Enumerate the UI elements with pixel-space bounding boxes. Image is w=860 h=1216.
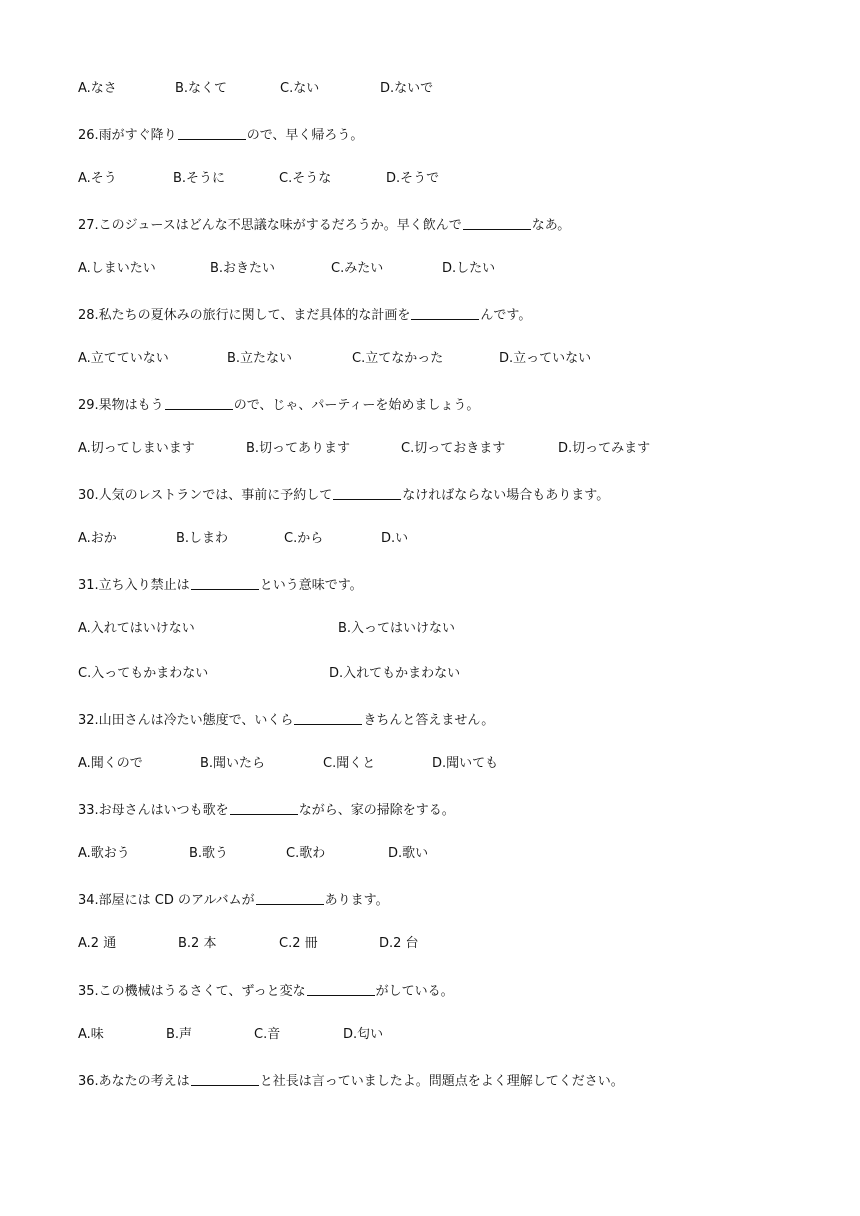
question-text-tail: なければならない場合もあります。 xyxy=(402,488,610,503)
question-row xyxy=(78,709,820,729)
option: C.そうな xyxy=(279,171,332,186)
options-row xyxy=(78,664,820,684)
option: C.音 xyxy=(254,1027,281,1042)
option: B.切ってあります xyxy=(246,441,351,456)
question-row xyxy=(78,1070,820,1090)
answer-blank xyxy=(178,124,246,140)
option: C.切っておきます xyxy=(401,441,506,456)
question-text: 35.この機械はうるさくて、ずっと変な xyxy=(78,984,306,999)
option: C.から xyxy=(284,531,324,546)
answer-blank xyxy=(191,1070,259,1086)
answer-blank xyxy=(411,304,479,320)
answer-blank xyxy=(307,980,375,996)
option: D.ないで xyxy=(380,81,434,96)
option: D.い xyxy=(381,531,409,546)
question-row xyxy=(78,484,820,504)
option: D.匂い xyxy=(343,1027,384,1042)
option: C.みたい xyxy=(331,261,384,276)
option: B.そうに xyxy=(173,171,226,186)
option: C.聞くと xyxy=(323,756,376,771)
question-text: 30.人気のレストランでは、事前に予約して xyxy=(78,488,333,503)
option: A.歌おう xyxy=(78,846,130,861)
question-text-tail: んです。 xyxy=(480,308,532,323)
question-row xyxy=(78,214,820,234)
options-row xyxy=(78,259,820,279)
answer-blank xyxy=(191,574,259,590)
question-text-tail: ので、早く帰ろう。 xyxy=(246,128,364,143)
question-row xyxy=(78,799,820,819)
option: C.2 冊 xyxy=(279,936,318,951)
option: C.ない xyxy=(280,81,320,96)
option: A.しまいたい xyxy=(78,261,156,276)
question-text: 28.私たちの夏休みの旅行に関して、まだ具体的な計画を xyxy=(78,308,411,323)
option: A.聞くので xyxy=(78,756,143,771)
question-row xyxy=(78,124,820,144)
option: B.立たない xyxy=(227,351,293,366)
question-text-tail: きちんと答えません。 xyxy=(363,713,495,728)
options-row xyxy=(78,754,820,774)
question-text: 32.山田さんは冷たい態度で、いくら xyxy=(78,713,294,728)
question-text: 27.このジュースはどんな不思議な味がするだろうか。早く飲んで xyxy=(78,218,462,233)
option: D.2 台 xyxy=(379,936,419,951)
options-row xyxy=(78,934,820,954)
option: D.切ってみます xyxy=(558,441,651,456)
question-text: 31.立ち入り禁止は xyxy=(78,578,190,593)
question-text-tail: と社長は言っていましたよ。問題点をよく理解してください。 xyxy=(259,1074,624,1089)
option: B.なくて xyxy=(175,81,228,96)
option: A.なさ xyxy=(78,81,117,96)
option: B.しまわ xyxy=(176,531,229,546)
option: D.そうで xyxy=(386,171,440,186)
option: B.おきたい xyxy=(210,261,276,276)
option: A.2 通 xyxy=(78,936,117,951)
option: A.味 xyxy=(78,1027,104,1042)
option: B.声 xyxy=(166,1027,193,1042)
question-text: 36.あなたの考えは xyxy=(78,1074,190,1089)
options-row xyxy=(78,529,820,549)
question-text-tail: ので、じゃ、パーティーを始めましょう。 xyxy=(233,398,480,413)
answer-blank xyxy=(333,484,401,500)
question-text-tail: がしている。 xyxy=(375,984,454,999)
option: A.おか xyxy=(78,531,117,546)
question-text-tail: あります。 xyxy=(324,893,389,908)
question-text-tail: ながら、家の掃除をする。 xyxy=(298,803,455,818)
question-text: 33.お母さんはいつも歌を xyxy=(78,803,229,818)
option: D.したい xyxy=(442,261,496,276)
options-row xyxy=(78,844,820,864)
options-row xyxy=(78,349,820,369)
question-row xyxy=(78,889,820,909)
option: B.2 本 xyxy=(178,936,217,951)
question-text: 29.果物はもう xyxy=(78,398,164,413)
option: A.入れてはいけない xyxy=(78,621,195,636)
option: C.歌わ xyxy=(286,846,326,861)
question-text-tail: なあ。 xyxy=(531,218,571,233)
options-row xyxy=(78,79,820,99)
question-text-tail: という意味です。 xyxy=(259,578,363,593)
option: A.切ってしまいます xyxy=(78,441,195,456)
answer-blank xyxy=(294,709,362,725)
option: B.歌う xyxy=(189,846,229,861)
option: D.立っていない xyxy=(499,351,592,366)
option: D.聞いても xyxy=(432,756,499,771)
option: B.入ってはいけない xyxy=(338,621,456,636)
answer-blank xyxy=(230,799,298,815)
option: C.立てなかった xyxy=(352,351,444,366)
option: C.入ってもかまわない xyxy=(78,666,209,681)
option: A.立てていない xyxy=(78,351,169,366)
options-row xyxy=(78,619,820,639)
question-row xyxy=(78,980,820,1000)
options-row xyxy=(78,439,820,459)
option: D.入れてもかまわない xyxy=(329,666,461,681)
option: B.聞いたら xyxy=(200,756,266,771)
option: D.歌い xyxy=(388,846,429,861)
question-row xyxy=(78,394,820,414)
option: A.そう xyxy=(78,171,117,186)
question-text: 26.雨がすぐ降り xyxy=(78,128,177,143)
answer-blank xyxy=(165,394,233,410)
question-row xyxy=(78,304,820,324)
options-row xyxy=(78,169,820,189)
options-row xyxy=(78,1025,820,1045)
answer-blank xyxy=(463,214,531,230)
question-text: 34.部屋には CD のアルバムが xyxy=(78,893,255,908)
answer-blank xyxy=(256,889,324,905)
question-row xyxy=(78,574,820,594)
